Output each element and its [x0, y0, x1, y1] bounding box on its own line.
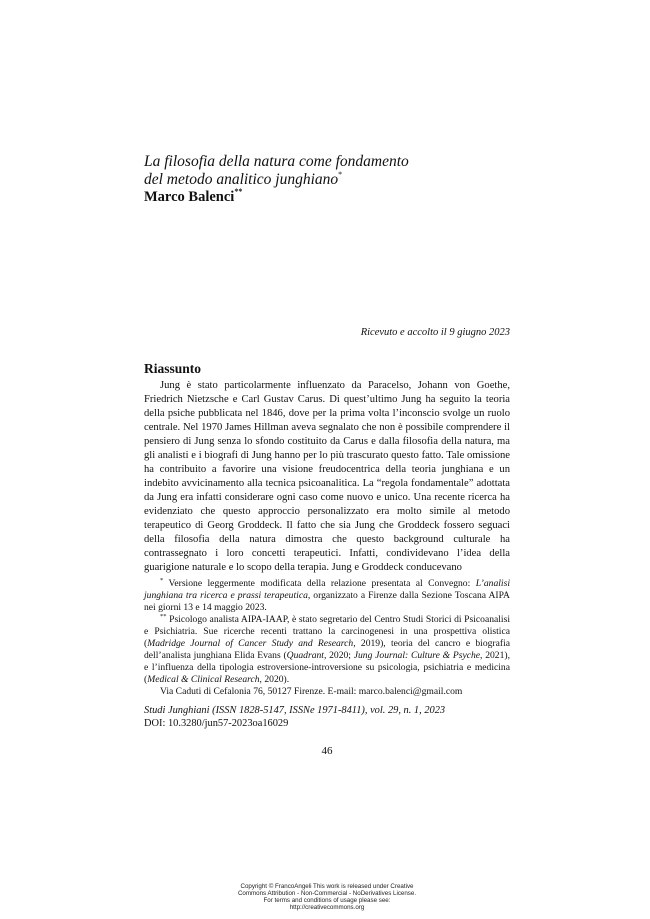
- abstract-paragraph: Jung è stato particolarmente influenzato da Paracelso, Johann von Goethe, Friedrich Nietzsche e Carl Gustav Carus. Di quest’ultimo Jung ha seguito la teoria della psiche pubblicata nel 1846, dove per la prima volta l’inconscio svolge un ruolo centrale. Nel 1970 James Hillman aveva segnalato che non è possibile comprendere il pensiero di Jung senza lo sfondo costituito da Carus e dalla filosofia della natura, ma gli analisti e i biografi di Jung hanno per lo più trascurato questo fatto. Tale omissione ha contribuito a favorire una visione freudocentrica della teoria junghiana e un indebito avvicinamento alla tecnica psicoanalitica. La “regola fondamentale” adottata da Jung era infatti considerare ogni caso come nuovo e unico. Una recente ricerca ha evidenziato che questo approccio personalizzato era molto simile al metodo terapeutico di Georg Groddeck. Il fatto che sia Jung che Groddeck fossero seguaci della filosofia della natura dimostra che questo background culturale ha contrassegnato i loro concetti terapeutici. Infatti, condividevano l’idea della guarigione naturale e lo scopo della terapia. Jung e Groddeck conducevano: [144, 380, 510, 573]
- journal-citation: Studi Junghiani (ISSN 1828-5147, ISSNe 1971-8411), vol. 29, n. 1, 2023: [144, 705, 446, 716]
- author-name-text: Marco Balenci: [144, 189, 235, 205]
- license-footer: [144, 883, 510, 911]
- footnote-1-marker: *: [160, 577, 164, 584]
- doi[interactable]: DOI: 10.3280/jun57-2023oa16029: [144, 718, 289, 729]
- footnote-2-text-d: , 2021), e l’influenza della tipologia estroversione-introversione su psicologia, psichiatria e medicina (: [144, 650, 510, 686]
- footnote-2-text-a: Psicologo analista AIPA-IAAP, è stato segretario del Centro Studi Storici di Psicoanalisi e Psichiatria. Sue ricerche recenti trattano la carcinogenesi in una prospettiva olistica (: [144, 614, 510, 650]
- footnote-2-journal-d: Medical & Clinical Research: [147, 674, 260, 686]
- footnote-2-journal-c: Jung Journal: Culture & Psyche: [353, 650, 481, 662]
- license-line-1: Copyright © FrancoAngeli This work is released under Creative: [240, 883, 414, 890]
- footnote-2-text-b: , 2019), teoria del cancro e biografia dell’analista junghiana Elida Evans (: [144, 638, 511, 662]
- abstract-body: [144, 379, 510, 575]
- footnote-2-marker: **: [160, 613, 167, 620]
- article-title: [144, 153, 524, 189]
- page-number: 46: [321, 745, 333, 757]
- title-footnote-marker[interactable]: *: [338, 170, 343, 179]
- footnote-2: [144, 614, 510, 687]
- article-title-line-1: La filosofia della natura come fondamento: [144, 153, 409, 170]
- article-title-line-2: [144, 171, 524, 189]
- footnote-1: [144, 578, 510, 614]
- author-address: [144, 686, 510, 698]
- footnote-1-conference-title: L’analisi junghiana tra ricerca e prassi terapeutica: [144, 578, 510, 602]
- received-date: Ricevuto e accolto il 9 giugno 2023: [360, 327, 510, 338]
- author-footnote-marker[interactable]: **: [234, 187, 243, 196]
- license-link[interactable]: http://creativecommons.org: [289, 904, 365, 911]
- footnote-1-text-a: Versione leggermente modificata della relazione presentata al Convegno:: [163, 578, 476, 589]
- author-name: [144, 189, 242, 206]
- license-line-2: Commons Attribution - Non-Commercial - NoDerivatives License.: [237, 890, 417, 897]
- license-line-3: For terms and conditions of usage please see:: [263, 897, 391, 904]
- footnote-2-text-e: , 2020).: [259, 674, 290, 686]
- footnote-1-text-b: , organizzato a Firenze dalla Sezione Toscana AIPA nei giorni 13 e 14 maggio 2023.: [144, 590, 510, 614]
- author-address-text: Via Caduti di Cefalonia 76, 50127 Firenze. E-mail: marco.balenci@gmail.com: [160, 686, 463, 697]
- footnote-2-text-c: , 2020;: [323, 650, 354, 662]
- footnote-2-journal-b: Quadrant: [286, 650, 324, 662]
- footnote-2-journal-a: Madridge Journal of Cancer Study and Research: [147, 638, 354, 650]
- abstract-heading: Riassunto: [144, 361, 202, 376]
- article-title-line-2-text: del metodo analitico junghiano: [144, 171, 339, 188]
